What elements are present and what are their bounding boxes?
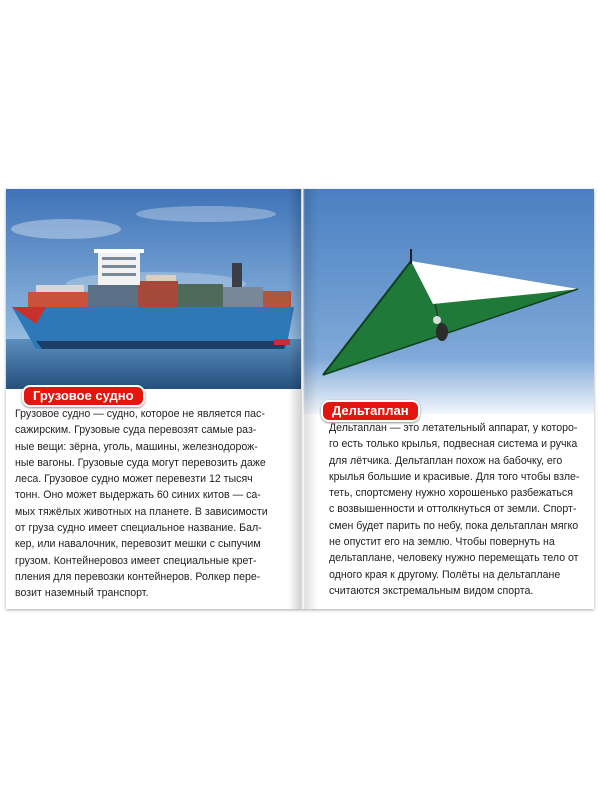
left-page [6,189,301,609]
text-line: грузом. Контейнеровоз имеет специальные крет- [15,554,257,567]
text-line: леса. Грузовое судно может перевезти 12 тысяч [15,473,253,486]
text-line: кер, или навалочник, перевозит мешки с сыпучим [15,538,261,551]
cargo-ship-photo [6,189,301,389]
text-line: теть, спортсмену нужно хорошенько разбежаться [329,487,573,500]
text-line: смен будет парить по небу, пока дельтаплан мягко [329,519,579,532]
text-line: пления для перевозки контейнеров. Ролкер пере- [15,570,261,583]
cargo-ship-title: Грузовое судно [22,385,145,407]
text-line: Дельтаплан — это летательный аппарат, у которо- [329,422,578,434]
text-line: дельтаплане, человеку нужно перемещать тело от [329,552,579,565]
text-line: считаются экстремальным видом спорта. [329,584,534,597]
open-book [6,189,594,609]
text-line: мых тяжёлых животных на планете. В зависимости [15,505,268,518]
hang-glider-title: Дельтаплан [321,400,420,422]
text-line: крылья большие и красивые. Для того чтобы взле- [329,470,580,483]
text-line: ные вагоны. Грузовые суда могут перевозить даже [15,456,266,469]
right-page [303,189,594,609]
cargo-ship-text [15,406,297,602]
text-line: Грузовое судно — судно, которое не является пас- [15,408,265,420]
text-line: для лётчика. Дельтаплан похож на бабочку, его [329,454,563,467]
text-line: сажирским. Грузовые суда перевозят самые раз- [15,424,257,437]
text-line: ные вещи: зёрна, уголь, машины, железнодорож- [15,440,258,453]
text-line: от груза судно имеет специальное название. Бал- [15,522,262,535]
text-line: с возвышенности и оттолкнуться от земли. Спорт- [329,503,577,516]
text-line: возит наземный транспорт. [15,587,149,600]
text-line: тонн. Оно может выдержать 60 синих китов — са- [15,489,261,502]
hang-glider-photo [303,189,594,414]
text-line: го есть только крылья, подвесная система и ручка [329,438,578,451]
text-line: одного края к другому. Полёты на дельтаплане [329,568,561,581]
text-line: не опустит его на землю. Чтобы повернуть на [329,536,555,549]
hang-glider-text [329,420,589,599]
